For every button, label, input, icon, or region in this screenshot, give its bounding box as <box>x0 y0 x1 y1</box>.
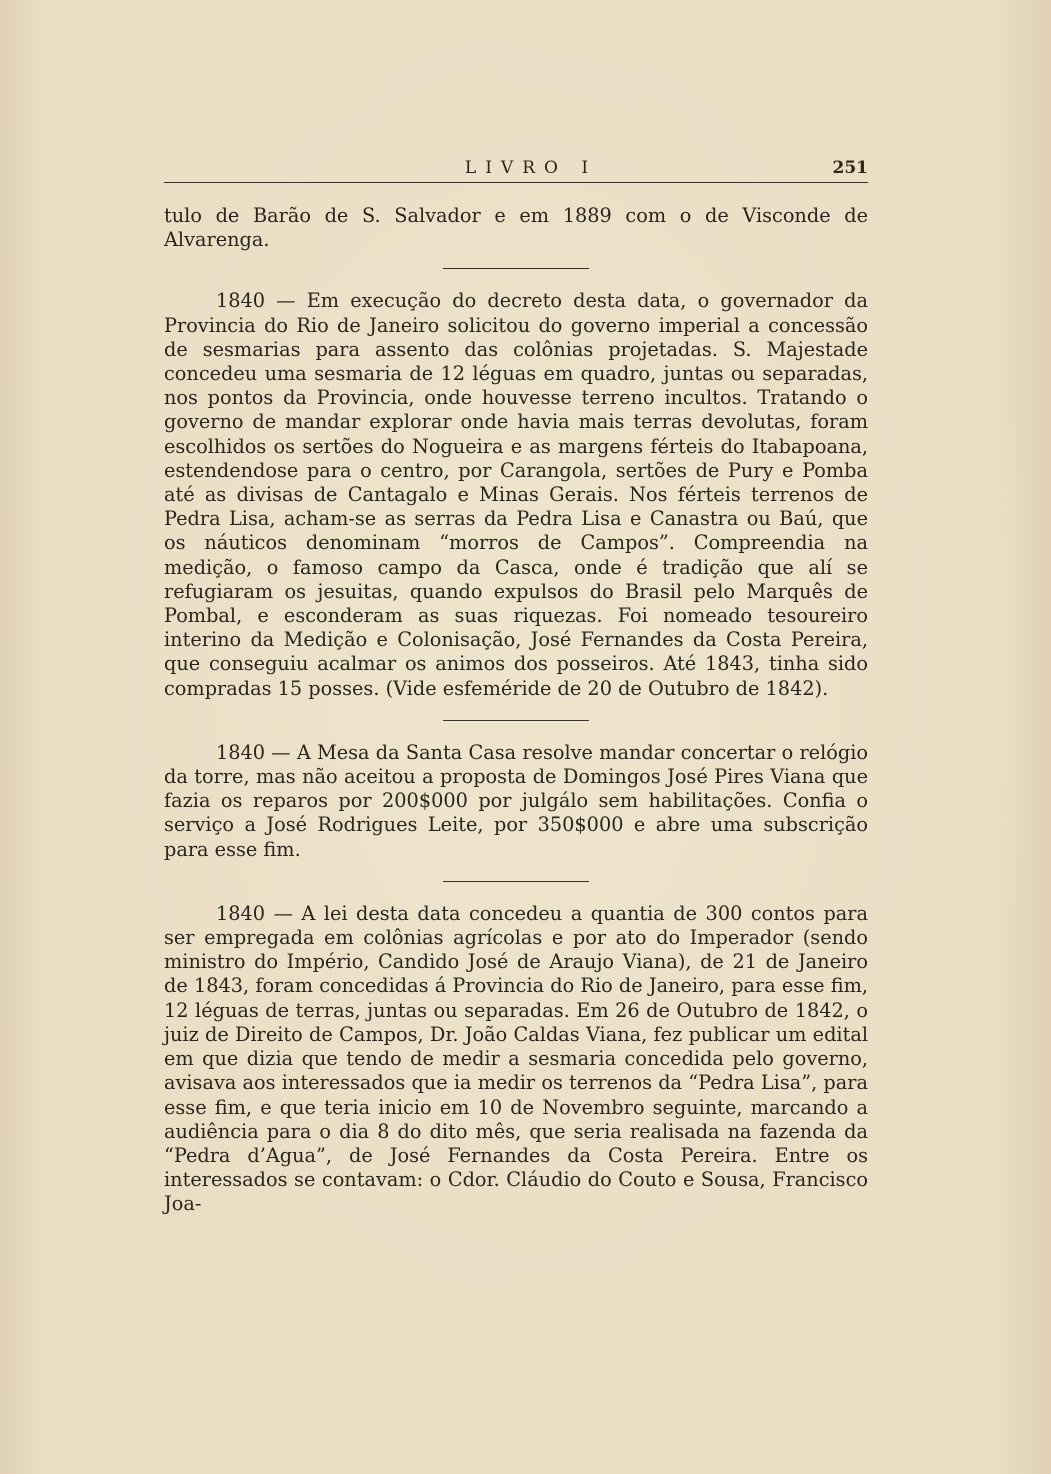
entry-1840-sesmarias: 1840 — Em execução do decreto desta data, o governador da Provincia do Rio de Janeiro solicitou do governo imperial a concessão de sesmarias para assento das colônias projetadas. S. Majestade concedeu uma sesmaria de 12 léguas em quadro, juntas ou separadas, nos pontos da Provincia, onde houvesse terreno incultos. Tratando o governo de mandar explorar onde havia mais terras devolutas, foram escolhidos os sertões do Nogueira e as margens férteis do Itabapoana, estendendose para o centro, por Carangola, sertões de Pury e Pomba até as divisas de Cantagalo e Minas Gerais. Nos férteis terrenos de Pedra Lisa, acham-se as serras da Pedra Lisa e Canastra ou Baú, que os náuticos denominam “morros de Campos”. Compreendia na medição, o famoso campo da Casca, onde é tradição que alí se refugiaram os jesuitas, quando expulsos do Brasil pelo Marquês de Pombal, e esconderam as suas riquezas. Foi nomeado tesoureiro interino da Medição e Colonisação, José Fernandes da Costa Pereira, que conseguiu acalmar os animos dos posseiros. Até 1843, tinha sido compradas 15 posses. (Vide esfeméride de 20 de Outubro de 1842). <box>164 289 868 700</box>
section-divider <box>443 268 589 269</box>
section-divider <box>443 881 589 882</box>
entry-1840-colonias: 1840 — A lei desta data concedeu a quantia de 300 contos para ser empregada em colônias agrícolas e por ato do Imperador (sendo ministro do Império, Candido José de Araujo Viana), de 21 de Janeiro de 1843, foram concedidas á Provincia do Rio de Janeiro, para esse fim, 12 léguas de terras, juntas ou separadas. Em 26 de Outubro de 1842, o juiz de Direito de Campos, Dr. João Caldas Viana, fez publicar um edital em que dizia que tendo de medir a sesmaria concedida pelo governo, avisava aos interessados que ia medir os terrenos da “Pedra Lisa”, para esse fim, e que teria inicio em 10 de Novembro seguinte, marcando a audiência para o dia 8 do dito mês, que seria realisada na fazenda da “Pedra d’Agua”, de José Fernandes da Costa Pereira. Entre os interessados se contavam: o Cdor. Cláudio do Couto e Sousa, Francisco Joa- <box>164 901 868 1216</box>
paragraph-continuation: tulo de Barão de S. Salvador e em 1889 com o de Visconde de Alvarenga. <box>164 204 868 252</box>
entry-1840-relogio: 1840 — A Mesa da Santa Casa resolve mandar concertar o relógio da torre, mas não aceitou a proposta de Domingos José Pires Viana que fazia os reparos por 200$000 por julgálo sem habilitações. Confia o serviço a José Rodrigues Leite, por 350$000 e abre uma subscrição para esse fim. <box>164 740 868 861</box>
page-body <box>164 204 868 1217</box>
page-header <box>164 156 868 183</box>
running-title: LIVRO I <box>464 158 598 178</box>
section-divider <box>443 720 589 721</box>
page-number: 251 <box>832 158 868 178</box>
